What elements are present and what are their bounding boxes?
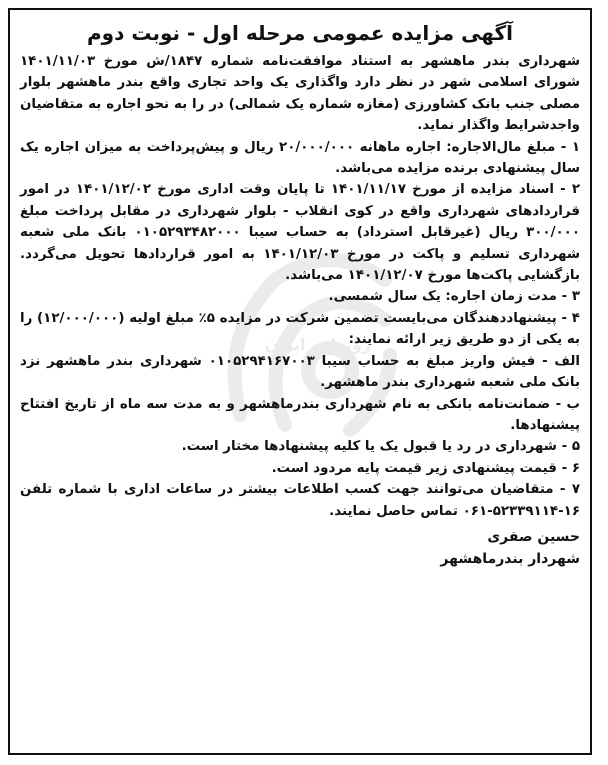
notice-intro: شهرداری بندر ماهشهر به استناد موافقت‌نامه شماره ۱۸۴۷/ش مورخ ۱۴۰۱/۱۱/۰۳ شورای اسلامی شهر در نظر دارد واگذاری یک واحد تجاری واقع بندر ماهشهر بلوار مصلی جنب بانک کشاورزی (مغازه شماره یک شمالی) در را به نحو اجاره به متقاضیان واجدشرایط واگذار نماید. — [20, 54, 580, 134]
notice-item-4-option-a: الف - فیش واریز مبلغ به حساب سیبا ۰۱۰۵۲۹۴۱۶۷۰۰۳ شهرداری بندر ماهشهر نزد بانک ملی شعبه شهرداری بندر ماهشهر. — [20, 353, 580, 391]
notice-item-4: ۴ - پیشنهاددهندگان می‌بایست تضمین شرکت در مزایده ۵٪ مبلغ اولیه (۱۲/۰۰۰/۰۰۰) را به یکی از دو طریق زیر ارائه نمایند: — [20, 310, 580, 348]
notice-item-5: ۵ - شهرداری در رد یا قبول یک یا کلیه پیشنهادها مختار است. — [181, 439, 580, 455]
signature-block — [20, 526, 580, 570]
signer-position: شهردار بندرماهشهر — [440, 550, 580, 567]
watermark-text: روزنامه ایران — [264, 335, 372, 354]
notice-content — [20, 18, 580, 570]
notice-item-2: ۲ - اسناد مزایده از مورخ ۱۴۰۱/۱۱/۱۷ تا پایان وقت اداری مورخ ۱۴۰۱/۱۲/۰۲ در امور قراردادهای شهرداری واقع در کوی انقلاب - بلوار شهرداری در مقابل پرداخت مبلغ ۳۰۰/۰۰۰ ریال (غیرقابل استرداد) به حساب سیبا ۰۱۰۵۲۹۳۴۸۲۰۰۰ بانک ملی شعبه شهرداری تسلیم و پاکت در مورخ ۱۴۰۱/۱۲/۰۳ به امور قراردادها تحویل می‌گردد. بازگشایی پاکت‌ها مورخ ۱۴۰۱/۱۲/۰۷ می‌باشد. — [20, 182, 580, 284]
signer-name: حسین صفری — [487, 528, 580, 545]
notice-item-4-option-b: ب - ضمانت‌نامه بانکی به نام شهرداری بندرماهشهر و به مدت سه ماه از تاریخ افتتاح پیشنهادها. — [20, 396, 580, 433]
notice-item-1: ۱ - مبلغ مال‌الاجاره: اجاره ماهانه ۲۰/۰۰۰/۰۰۰ ریال و پیش‌پرداخت به میزان اجاره یک سال پیشنهادی برنده مزایده می‌باشد. — [20, 139, 580, 177]
notice-item-7: ۷ - متقاضیان می‌توانند جهت کسب اطلاعات بیشتر در ساعات اداری با شماره تلفن ۱۶-۵۲۳۳۹۱۱۴-۰۶۱ تماس حاصل نمایند. — [20, 482, 580, 519]
notice-item-3: ۳ - مدت زمان اجاره: یک سال شمسی. — [328, 289, 580, 305]
notice-frame — [8, 8, 592, 755]
notice-title: آگهی مزایده عمومی مرحله اول - نوبت دوم — [87, 21, 513, 45]
notice-item-6: ۶ - قیمت پیشنهادی زیر قیمت پایه مردود است. — [271, 460, 580, 476]
